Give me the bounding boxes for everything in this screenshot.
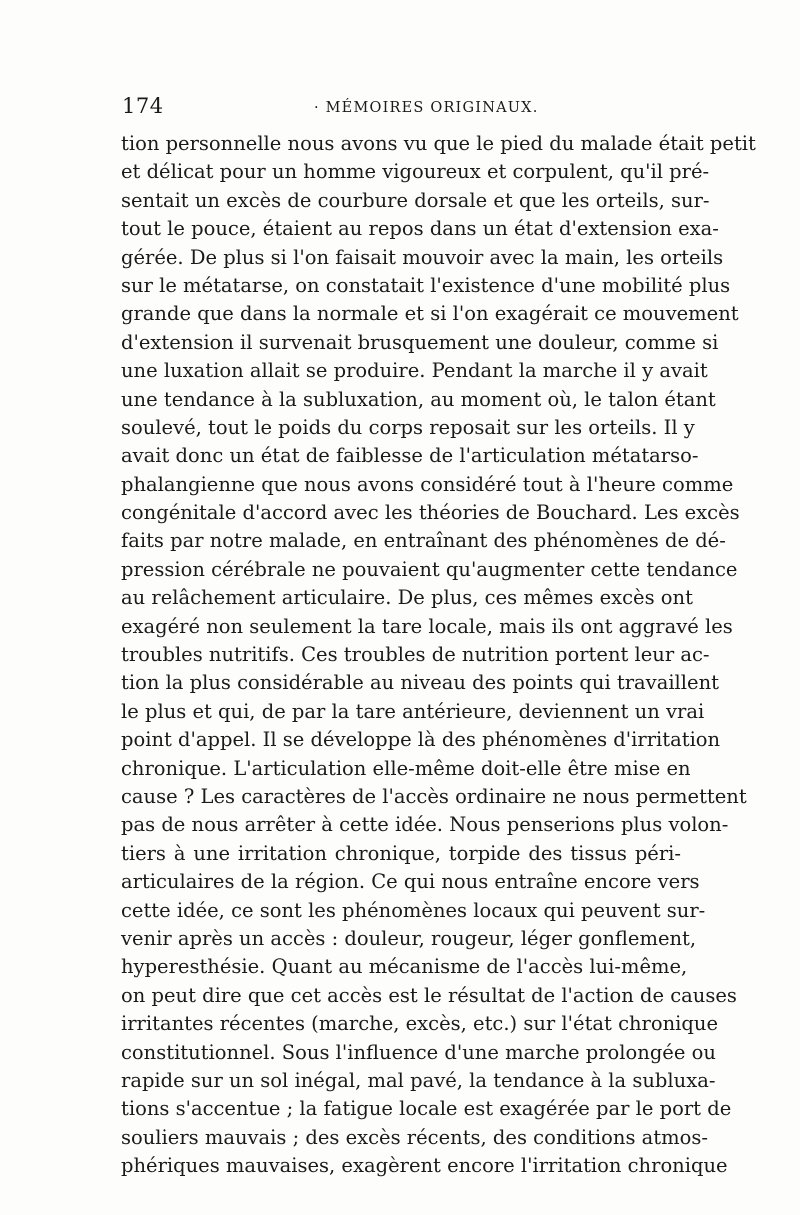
text-line: le plus et qui, de par la tare antérieure, deviennent un vrai: [121, 699, 705, 723]
text-line: cause ? Les caractères de l'accès ordinaire ne nous permettent: [121, 784, 747, 808]
page-header: [122, 94, 682, 124]
text-line: exagéré non seulement la tare locale, mais ils ont aggravé les: [121, 614, 733, 638]
text-line: pas de nous arrêter à cette idée. Nous penserions plus volon-: [121, 813, 729, 837]
text-line: grande que dans la normale et si l'on exagérait ce mouvement: [121, 302, 739, 326]
text-line: articulaires de la région. Ce qui nous entraîne encore vers: [121, 870, 700, 894]
text-line: tions s'accentue ; la fatigue locale est exagérée par le port de: [121, 1097, 732, 1121]
text-line: soulevé, tout le poids du corps reposait sur les orteils. Il y: [121, 415, 695, 439]
text-line: souliers mauvais ; des excès récents, des conditions atmos-: [121, 1125, 708, 1149]
body-paragraph: [121, 130, 756, 1180]
text-line: tiers à une irritation chronique, torpide des tissus péri-: [121, 841, 681, 865]
text-line: sentait un excès de courbure dorsale et que les orteils, sur-: [121, 188, 710, 212]
text-line: d'extension il survenait brusquement une douleur, comme si: [121, 330, 719, 354]
text-line: gérée. De plus si l'on faisait mouvoir avec la main, les orteils: [121, 245, 724, 269]
text-line: chronique. L'articulation elle-même doit-elle être mise en: [121, 756, 691, 780]
text-line: phalangienne que nous avons considéré tout à l'heure comme: [121, 472, 734, 496]
text-line: et délicat pour un homme vigoureux et corpulent, qu'il pré-: [121, 160, 710, 184]
text-line: avait donc un état de faiblesse de l'articulation métatarso-: [121, 444, 699, 468]
text-line: tout le pouce, étaient au repos dans un état d'extension exa-: [121, 217, 719, 241]
text-line: venir après un accès : douleur, rougeur, léger gonflement,: [121, 926, 697, 950]
text-line: point d'appel. Il se développe là des phénomènes d'irritation: [121, 728, 721, 752]
text-line: constitutionnel. Sous l'influence d'une marche prolongée ou: [121, 1040, 716, 1064]
text-line: troubles nutritifs. Ces troubles de nutrition portent leur ac-: [121, 643, 710, 667]
page-number: 174: [122, 94, 164, 118]
text-line: une tendance à la subluxation, au moment où, le talon étant: [121, 387, 716, 411]
text-line: cette idée, ce sont les phénomènes locaux qui peuvent sur-: [121, 898, 706, 922]
text-line: tion personnelle nous avons vu que le pied du malade était petit: [121, 132, 756, 155]
text-line: au relâchement articulaire. De plus, ces mêmes excès ont: [121, 586, 693, 610]
text-line: hyperesthésie. Quant au mécanisme de l'accès lui-même,: [121, 955, 688, 979]
text-line: phériques mauvaises, exagèrent encore l'irritation chronique: [121, 1154, 728, 1178]
text-line: une luxation allait se produire. Pendant la marche il y avait: [121, 359, 708, 383]
text-line: rapide sur un sol inégal, mal pavé, la tendance à la subluxa-: [121, 1068, 716, 1092]
running-head: · MÉMOIRES ORIGINAUX.: [314, 100, 539, 116]
text-line: tion la plus considérable au niveau des points qui travaillent: [121, 671, 719, 695]
text-line: congénitale d'accord avec les théories de Bouchard. Les excès: [121, 501, 740, 525]
text-line: pression cérébrale ne pouvaient qu'augmenter cette tendance: [121, 557, 738, 581]
text-line: irritantes récentes (marche, excès, etc.) sur l'état chronique: [121, 1012, 718, 1036]
text-line: faits par notre malade, en entraînant des phénomènes de dé-: [121, 529, 726, 553]
text-line: on peut dire que cet accès est le résultat de l'action de causes: [121, 983, 737, 1007]
text-line: sur le métatarse, on constatait l'existence d'une mobilité plus: [121, 273, 731, 297]
